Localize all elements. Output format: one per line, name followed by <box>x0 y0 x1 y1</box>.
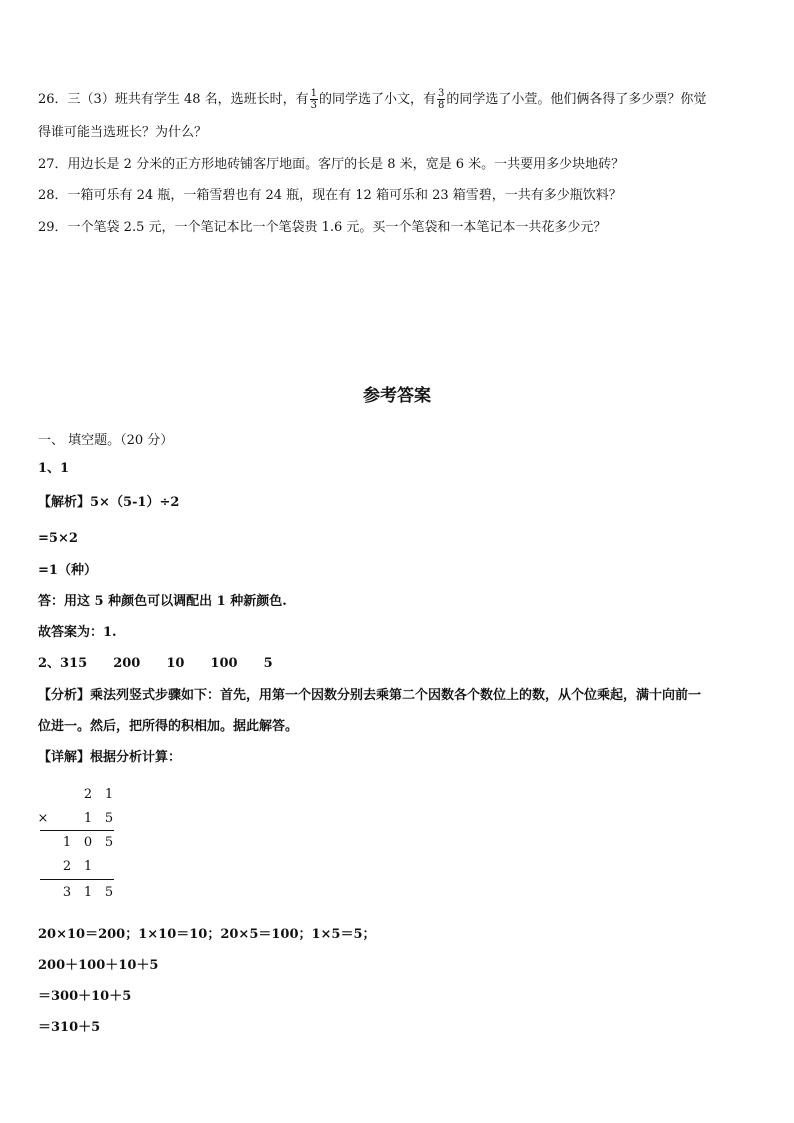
answer-2-first: 2、315 <box>38 656 88 671</box>
answer-1-step1: =5×2 <box>38 531 78 546</box>
answer-1-step2: =1（种） <box>38 563 97 578</box>
digit: 0 <box>83 835 93 850</box>
answer-2-analysis-line1 <box>38 687 701 705</box>
digit: 2 <box>62 859 72 874</box>
question-26-line1 <box>38 88 706 111</box>
digit: 5 <box>104 811 114 826</box>
answer-2-analysis-line2: 位进一。然后，把所得的积相加。据此解答。 <box>38 719 299 734</box>
fraction-three-eighths: $\frac{3}{8}$ <box>438 88 445 111</box>
detail-tag: 【详解】 <box>38 750 91 765</box>
question-29: 29．一个笔袋 2.5 元，一个笔记本比一个笔袋贵 1.6 元。买一个笔袋和一本笔记本一共花多少元？ <box>38 220 607 235</box>
analysis-tag: 【分析】 <box>38 688 91 703</box>
answer-2-value-2: 10 <box>166 656 185 671</box>
q26-text-part1: 26．三（3）班共有学生 48 名，选班长时，有 <box>38 92 309 107</box>
answer-2-calc3: ＝300＋10＋5 <box>38 989 132 1004</box>
answer-2-calc2: 200＋100＋10＋5 <box>38 958 159 973</box>
answer-2-calc1: 20×10＝200；1×10＝10；20×5＝100；1×5＝5； <box>38 927 376 942</box>
answer-1-formula: 5×（5-1）÷2 <box>90 495 180 510</box>
answer-2-detail-text: 根据分析计算： <box>90 750 182 765</box>
divider-line <box>40 879 114 880</box>
fraction-one-third: $\frac{1}{3}$ <box>310 88 317 111</box>
section-1-heading: 一、 填空题。（20 分） <box>38 433 174 448</box>
digit: 1 <box>62 835 72 850</box>
answer-2-head <box>38 655 273 673</box>
digit: 1 <box>83 811 93 826</box>
answers-title: 参考答案 <box>363 386 431 406</box>
digit: 1 <box>104 787 114 802</box>
q26-text-part3: 的同学选了小萱。他们俩各得了多少票？你觉 <box>446 92 707 107</box>
multiply-sign: × <box>37 811 49 826</box>
answer-1-final: 故答案为：1. <box>38 625 117 640</box>
answer-2-value-3: 100 <box>210 656 238 671</box>
q26-text-part2: 的同学选了小文，有 <box>319 92 437 107</box>
answer-2-calc4: ＝310＋5 <box>38 1020 101 1035</box>
digit: 1 <box>83 859 93 874</box>
question-26-line2: 得谁可能当选班长？为什么？ <box>38 125 208 140</box>
digit: 5 <box>104 835 114 850</box>
answer-2-detail <box>38 749 181 767</box>
answer-2-value-4: 5 <box>263 656 273 671</box>
question-28: 28．一箱可乐有 24 瓶，一箱雪碧也有 24 瓶，现在有 12 箱可乐和 23 箱雪碧，一共有多少瓶饮料？ <box>38 188 622 203</box>
answer-1-head: 1、1 <box>38 461 70 476</box>
answer-2-analysis-text: 乘法列竖式步骤如下：首先，用第一个因数分别去乘第二个因数各个数位上的数，从个位乘起，满十向前一 <box>90 688 702 703</box>
analysis-tag: 【解析】 <box>38 495 91 510</box>
digit: 2 <box>83 787 93 802</box>
digit: 3 <box>62 885 72 900</box>
digit: 1 <box>83 885 93 900</box>
digit: 5 <box>104 885 114 900</box>
question-27: 27．用边长是 2 分米的正方形地砖铺客厅地面。客厅的长是 8 米，宽是 6 米。一共要用多少块地砖？ <box>38 157 625 172</box>
answer-2-value-1: 200 <box>113 656 141 671</box>
answer-1-analysis <box>38 494 179 512</box>
answer-1-reply: 答：用这 5 种颜色可以调配出 1 种新颜色. <box>38 594 287 609</box>
divider-line <box>40 830 114 831</box>
